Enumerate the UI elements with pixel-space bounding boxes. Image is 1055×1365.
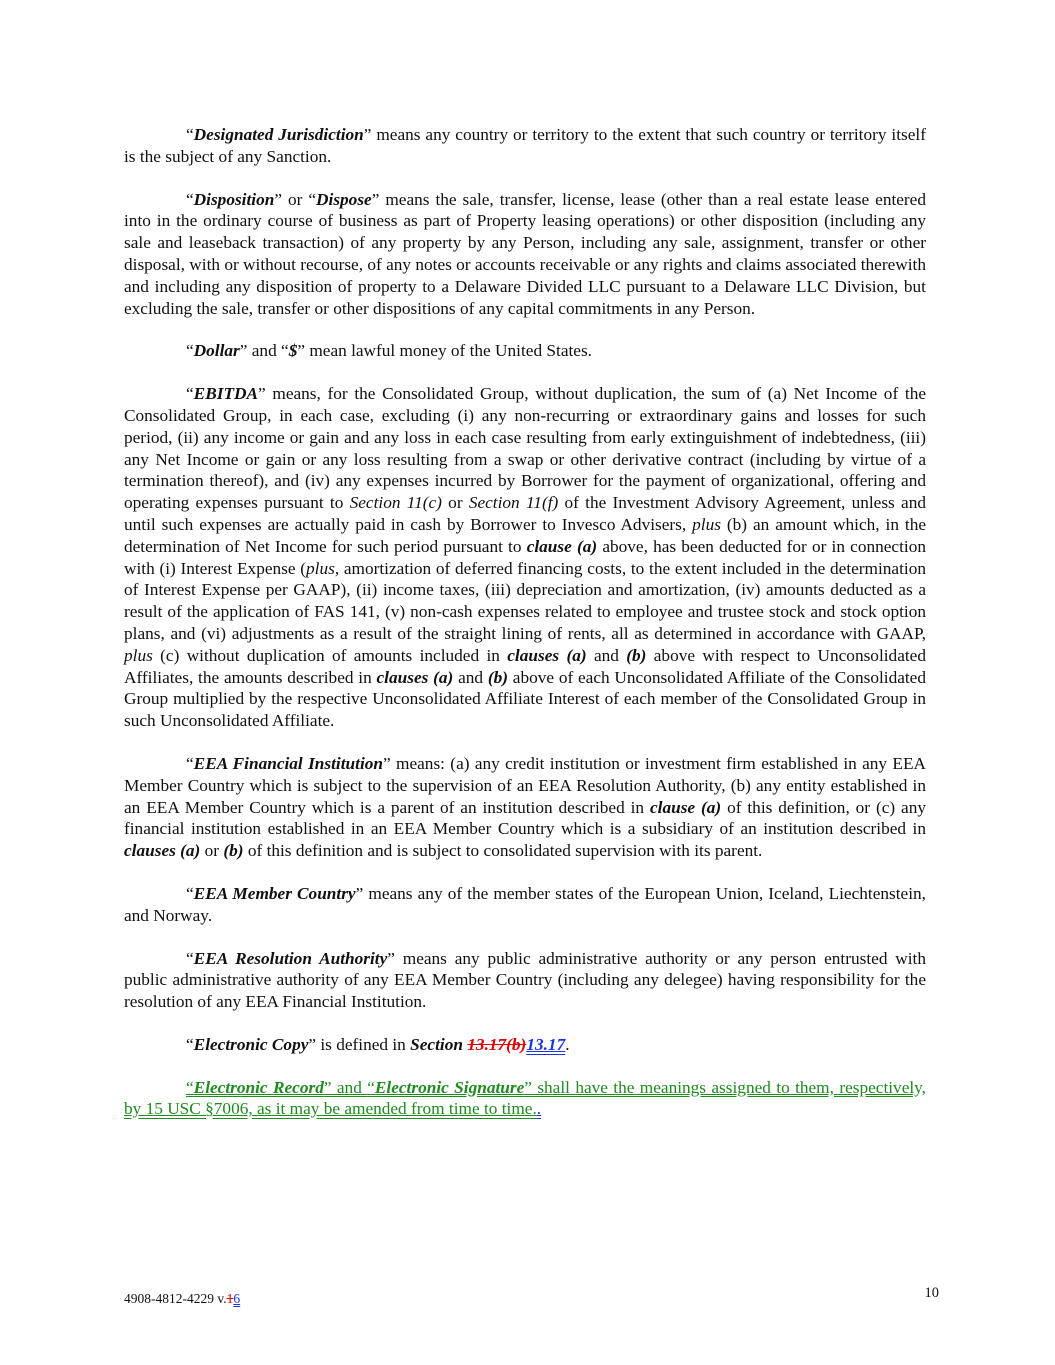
clause-reference: (b) (223, 841, 244, 861)
deleted-version: 1 (226, 1291, 234, 1306)
definition-eea-member-country: “EEA Member Country” means any of the member states of the European Union, Iceland, Liechtenstein, and Norway. (124, 883, 926, 925)
section-reference: Section 11(c) (349, 493, 442, 513)
clause-reference: (b) (487, 667, 508, 687)
page-number: 10 (924, 1285, 939, 1301)
definition-ebitda: “EBITDA” means, for the Consolidated Group, without duplication, the sum of (a) Net Income of the Consolidated Group, in each case, excluding (i) any non-recurring or extraordinary gains and losses for such period, (ii) any income or gain and any loss in each case resulting from early extinguishment of indebtedness, (iii) any Net Income or gain or any loss resulting from a swap or other derivative contract (including by virtue of a termination thereof), and (iv) any expenses incurred by Borrower for the payment of organizational, offering and operating expenses pursuant to Section 11(c) or Section 11(f) of the Investment Advisory Agreement, unless and until such expenses are actually paid in cash by Borrower to Invesco Advisers, plus (b) an amount which, in the determination of Net Income for such period pursuant to clause (a) above, has been deducted for or in connection with (i) Interest Expense (plus, amortization of deferred financing costs, to the extent included in the determination of Interest Expense per GAAP), (ii) income taxes, (iii) depreciation and amortization, (iv) amounts deducted as a result of the application of FAS 141, (v) non-cash expenses related to employee and trustee stock and stock option plans, and (vi) adjustments as a result of the straight lining of rents, all as determined in accordance with GAAP, plus (c) without duplication of amounts included in clauses (a) and (b) above with respect to Unconsolidated Affiliates, the amounts described in clauses (a) and (b) above of each Unconsolidated Affiliate of the Consolidated Group multiplied by the respective Unconsolidated Affiliate Interest of each member of the Consolidated Group in such Unconsolidated Affiliate. (124, 384, 927, 731)
defined-term: Electronic Signature (374, 1077, 525, 1097)
inserted-text: 13.17 (526, 1034, 566, 1054)
inserted-version: 6 (233, 1291, 241, 1306)
clause-reference: clauses (a) (124, 841, 201, 861)
deleted-text: 13.17(b) (467, 1034, 527, 1054)
clause-reference: clauses (a) (507, 645, 587, 665)
clause-reference: clause (a) (526, 536, 598, 556)
clause-reference: (b) (626, 645, 647, 665)
definition-designated-jurisdiction: “Designated Jurisdiction” means any country or territory to the extent that such country or territory itself is the subject of any Sanction. (124, 125, 926, 166)
document-page (124, 124, 926, 1141)
definition-eea-resolution-authority: “EEA Resolution Authority” means any public administrative authority or any person entrusted with public administrative authority of any EEA Member Country (including any delegee) having responsibility for the resolution of any EEA Financial Institution. (124, 948, 926, 1012)
definition-electronic-record (124, 1077, 926, 1121)
section-reference: Section 11(f) (468, 493, 559, 513)
defined-term: Disposition (193, 189, 275, 209)
defined-term: EBITDA (193, 384, 259, 404)
inserted-text: “Electronic Record” and “Electronic Signature” shall have the meanings assigned to them, respectively, by 15 USC §7006, as it may be amended from time to time. (124, 1077, 926, 1119)
definition-eea-financial-institution: “EEA Financial Institution” means: (a) any credit institution or investment firm established in any EEA Member Country which is subject to the supervision of an EEA Resolution Authority, (b) any entity established in an EEA Member Country which is a parent of an institution described in clause (a) of this definition, or (c) any financial institution established in an EEA Member Country which is a subsidiary of an institution described in clauses (a) or (b) of this definition and is subject to consolidated supervision with its parent. (124, 753, 927, 861)
defined-term: EEA Financial Institution (193, 753, 384, 773)
clause-reference: clause (a) (649, 797, 722, 817)
defined-term: Dispose (316, 189, 372, 209)
defined-term: Electronic Copy (193, 1034, 309, 1054)
clause-reference: clauses (a) (376, 667, 454, 687)
defined-term: Dollar (193, 341, 240, 361)
defined-term: Electronic Record (193, 1077, 324, 1097)
defined-term: EEA Member Country (193, 883, 356, 903)
defined-term: $ (288, 341, 298, 361)
definition-dollar: “Dollar” and “$” mean lawful money of the United States. (186, 341, 593, 361)
defined-term: EEA Resolution Authority (193, 948, 388, 968)
document-id: 4908-4812-4229 v.16 (124, 1291, 241, 1306)
definition-disposition: “Disposition” or “Dispose” means the sale, transfer, license, lease (other than a real estate lease entered into in the ordinary course of business as part of Property leasing operations) or other disposition (including any sale and leaseback transaction) of any property by any Person, including any sale, assignment, transfer or other disposal, with or without recourse, of any notes or accounts receivable or any rights and claims associated therewith and including any disposition of property to a Delaware Divided LLC pursuant to a Delaware LLC Division, but excluding the sale, transfer or other dispositions of any capital commitments in any Person. (124, 189, 926, 318)
inserted-text: . (536, 1099, 542, 1119)
defined-term: Designated Jurisdiction (193, 125, 364, 144)
definition-electronic-copy: “Electronic Copy” is defined in Section 13.17(b)13.17. (186, 1034, 570, 1054)
